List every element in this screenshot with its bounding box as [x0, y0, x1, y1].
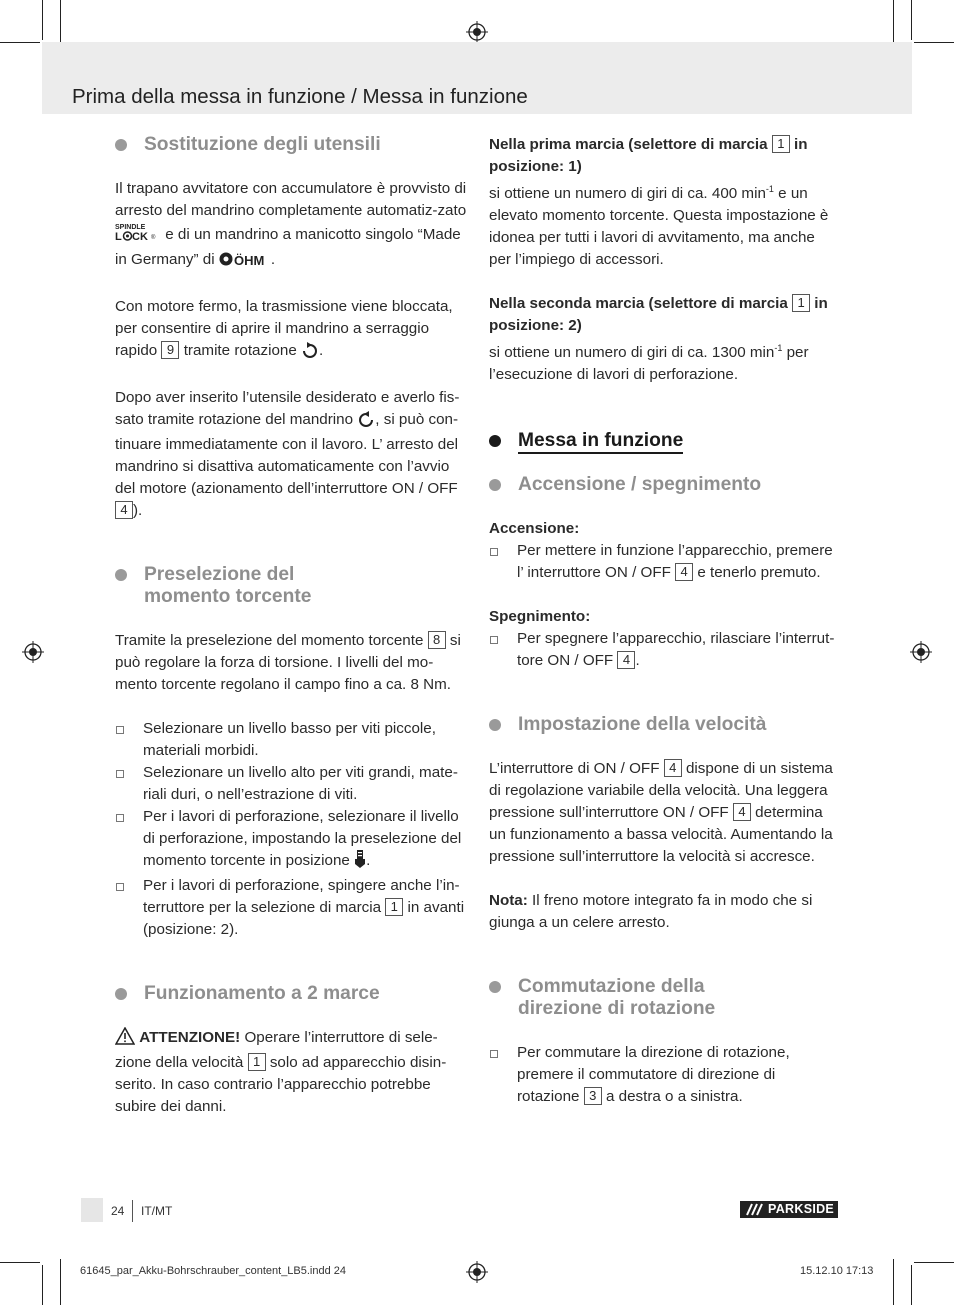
warning-triangle-icon — [115, 1027, 135, 1052]
section-heading: Sostituzione degli utensili — [115, 134, 467, 156]
instruction-list — [489, 628, 841, 672]
paragraph: Dopo aver inserito l’utensile desiderato e averlo fis-sato tramite rotazione del mandrino , si può con-tinuare immediatamente con il lavoro. L’ arresto del mandrino si disattiva automaticamente con l’avvio del motore (azionamento dell’interruttore ON / OFF 4 ). — [115, 389, 460, 519]
list-item: Selezionare un livello basso per viti piccole, materiali morbidi. — [115, 718, 467, 762]
rotate-counterclockwise-icon — [357, 411, 375, 434]
spindle-lock-logo-icon — [115, 222, 161, 249]
svg-text:®: ® — [151, 235, 156, 241]
list-item: Selezionare un livello alto per viti grandi, mate-riali duri, o nell’estrazione di viti. — [115, 762, 467, 806]
part-reference: 4 — [617, 651, 635, 669]
bullet-dot-icon — [489, 981, 501, 993]
section-heading: Funzionamento a 2 marce — [115, 983, 467, 1005]
crop-mark — [911, 0, 912, 40]
file-slug: 61645_par_Akku-Bohrschrauber_content_LB5.indd 24 — [80, 1265, 347, 1277]
footer-divider — [132, 1200, 133, 1222]
subheading: Accensione: — [489, 520, 580, 537]
part-reference: 1 — [772, 135, 790, 153]
svg-text:L: L — [115, 231, 122, 242]
bullet-dot-icon — [489, 435, 501, 447]
svg-text:ÖHM: ÖHM — [233, 253, 265, 267]
rotate-clockwise-icon — [301, 342, 319, 365]
bullet-dot-icon — [115, 988, 127, 1000]
part-reference: 4 — [675, 563, 693, 581]
crop-mark — [893, 1259, 894, 1305]
checkbox-bullet-icon — [116, 770, 124, 778]
part-reference: 4 — [664, 759, 682, 777]
gear-2-heading: Nella seconda marcia (selettore di marcia 1 in posizione: 2) — [489, 295, 828, 334]
crop-mark — [60, 1259, 61, 1305]
part-reference: 1 — [385, 898, 403, 916]
list-item: Per spegnere l’apparecchio, rilasciare l’interrut-tore ON / OFF 4 . — [489, 628, 841, 672]
list-item: Per i lavori di perforazione, spingere anche l’in-terruttore per la selezione di marcia 1 in avanti (posizione: 2). — [115, 875, 467, 941]
registration-mark-icon — [466, 1261, 488, 1283]
registration-mark-icon — [22, 641, 44, 663]
part-reference: 1 — [792, 294, 810, 312]
section-heading: Accensione / spegnimento — [489, 474, 841, 496]
list-item: Per i lavori di perforazione, selezionare il livello di perforazione, impostando la preselezione del momento torcente in posizione . — [115, 806, 467, 875]
page-number: 24 — [111, 1204, 125, 1218]
paragraph: si ottiene un numero di giri di ca. 1300 $\min^{-1}$ per l’esecuzione di lavori di perforazione. — [489, 343, 809, 383]
checkbox-bullet-icon — [116, 883, 124, 891]
list-item: Per commutare la direzione di rotazione, premere il commutatore di direzione di rotazione 3 a destra o a sinistra. — [489, 1042, 841, 1108]
paragraph: Con motore fermo, la trasmissione viene bloccata, per consentire di aprire il mandrino a serraggio rapido 9 tramite rotazione . — [115, 296, 467, 365]
footer-page-box — [81, 1198, 103, 1222]
crop-mark — [42, 0, 43, 40]
crop-mark — [60, 0, 61, 46]
section-heading: Impostazione della velocità — [489, 714, 841, 736]
bullet-dot-icon — [115, 139, 127, 151]
rohm-logo-icon — [219, 251, 271, 274]
part-reference: 4 — [733, 803, 751, 821]
warning-paragraph: ATTENZIONE! Operare l’interruttore di sele-zione della velocità 1 solo ad apparecchio disin-serito. In caso contrario l’apparecchio potrebbe subire dei danni. — [115, 1029, 447, 1115]
crop-mark — [0, 42, 40, 43]
brand-stripes-icon — [743, 1201, 767, 1218]
right-column — [489, 130, 841, 1108]
instruction-list — [489, 1042, 841, 1108]
registration-mark-icon — [466, 21, 488, 43]
section-heading: Commutazione della direzione di rotazione — [489, 976, 841, 1020]
svg-text:CK: CK — [132, 231, 148, 242]
date-slug: 15.12.10 17:13 — [800, 1265, 874, 1277]
svg-text:SPINDLE: SPINDLE — [115, 224, 146, 231]
checkbox-bullet-icon — [116, 814, 124, 822]
subheading: Spegnimento: — [489, 608, 591, 625]
crop-mark — [911, 1265, 912, 1305]
checkbox-bullet-icon — [116, 726, 124, 734]
checkbox-bullet-icon — [490, 548, 498, 556]
crop-mark — [914, 1262, 954, 1263]
list-item: Per mettere in funzione l’apparecchio, premere l’ interruttore ON / OFF 4 e tenerlo premuto. — [489, 540, 841, 584]
part-reference: 4 — [115, 501, 133, 519]
page-title: Prima della messa in funzione / Messa in funzione — [72, 85, 528, 108]
registration-mark-icon — [910, 641, 932, 663]
paragraph: Il trapano avvitatore con accumulatore è provvisto di arresto del mandrino completamente automatiz-zato SPINDLE L CK ® e di un mandrino a manicotto singolo “Made in Germany” di ÖHM . — [115, 178, 467, 274]
paragraph: Tramite la preselezione del momento torcente 8 si può regolare la forza di torsione. I livelli del mo-mento torcente regolano il campo fino a ca. 8 Nm. — [115, 632, 461, 693]
drill-symbol-icon — [354, 850, 366, 875]
crop-mark — [42, 1265, 43, 1305]
bullet-dot-icon — [489, 719, 501, 731]
crop-mark — [914, 42, 954, 43]
language-code: IT/MT — [141, 1204, 173, 1218]
paragraph: L’interruttore di ON / OFF 4 dispone di un sistema di regolazione variabile della velocità. Una leggera pressione sull’interruttore ON / OFF 4 determina un funzionamento a bassa velocità. Aumentando la pressione sull’interruttore la velocità si accresce. — [489, 760, 833, 865]
left-column — [115, 130, 467, 1118]
crop-mark — [893, 0, 894, 46]
instruction-list — [489, 540, 841, 584]
checkbox-bullet-icon — [490, 636, 498, 644]
crop-mark — [0, 1262, 40, 1263]
bullet-dot-icon — [115, 569, 127, 581]
section-heading: Preselezione del momento torcente — [115, 564, 467, 608]
note-paragraph: Nota: Il freno motore integrato fa in modo che si giunga a un celere arresto. — [489, 892, 813, 931]
gear-1-heading: Nella prima marcia (selettore di marcia 1 in posizione: 1) — [489, 136, 808, 175]
part-reference: 3 — [584, 1087, 602, 1105]
section-heading: Messa in funzione — [489, 430, 841, 452]
part-reference: 1 — [248, 1053, 266, 1071]
brand-logo: PARKSIDE — [740, 1201, 838, 1218]
instruction-list — [115, 718, 467, 941]
part-reference: 9 — [161, 341, 179, 359]
checkbox-bullet-icon — [490, 1050, 498, 1058]
bullet-dot-icon — [489, 479, 501, 491]
part-reference: 8 — [428, 631, 446, 649]
paragraph: si ottiene un numero di giri di ca. 400 $\min^{-1} e$ un elevato momento torcente. Questa impostazione è idonea per tutti i lavori di avvitamento, ma anche per l’impiego di accessori. — [489, 184, 829, 268]
